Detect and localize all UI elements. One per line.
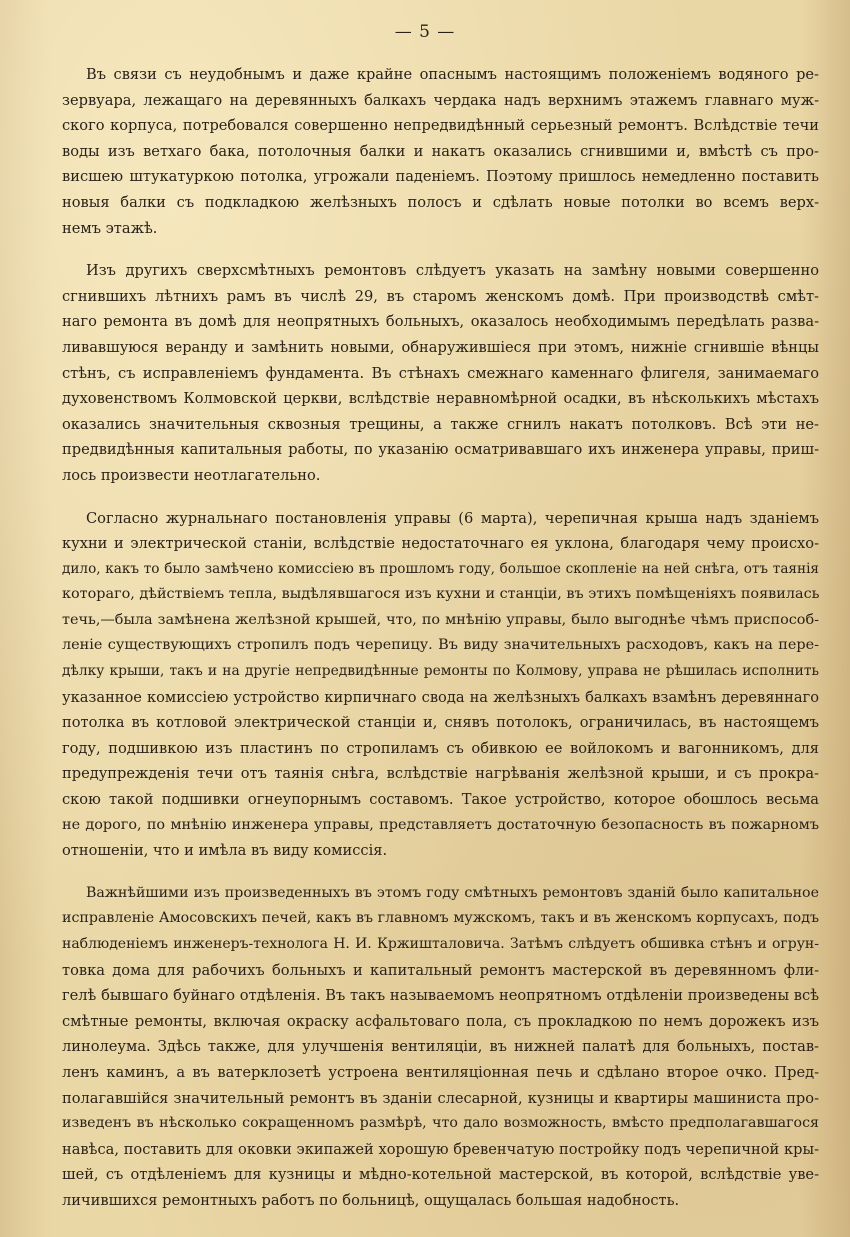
paragraph-3 — [62, 506, 819, 864]
text-line: ленъ каминъ, а въ ватерклозетѣ устроена вентиляцiонная печь и сдѣлано второе очко. Пред- — [62, 1063, 819, 1081]
text-line: потолка въ котловой электрической станцiи и, снявъ потолокъ, ограничилась, въ настоящемъ — [62, 714, 819, 732]
text-line: предупрежденiя течи отъ таянiя снѣга, вслѣдствiе нагрѣванiя желѣзной крыши, и съ прокра- — [62, 765, 819, 783]
text-line: смѣтные ремонты, включая окраску асфальтоваго пола, съ прокладкою по немъ дорожекъ изъ — [62, 1012, 819, 1030]
paragraph-2 — [62, 258, 819, 488]
text-line: оказались значительныя сквозныя трещины, а также сгнилъ накатъ потолковъ. Всѣ эти не- — [62, 415, 819, 433]
text-line: товка дома для рабочихъ больныхъ и капитальный ремонтъ мастерской въ деревянномъ фли- — [62, 961, 819, 979]
text-line: воды изъ ветхаго бака, потолочныя балки и накатъ оказались сгнившими и, вмѣстѣ съ про- — [62, 142, 819, 160]
text-line: предвидѣнныя капитальныя работы, по указанiю осматривавшаго ихъ инженера управы, приш- — [62, 441, 819, 459]
text-line: духовенствомъ Колмовской церкви, вслѣдствiе неравномѣрной осадки, въ нѣсколькихъ мѣстахъ — [62, 390, 819, 408]
text-line: дѣлку крыши, такъ и на другiе непредвидѣнные ремонты по Колмову, управа не рѣшилась исполнить — [62, 663, 819, 680]
text-line: стѣнъ, съ исправленiемъ фундамента. Въ стѣнахъ смежнаго каменнаго флигеля, занимаемаго — [62, 364, 819, 382]
text-line: лось произвести неотлагательно. — [62, 466, 321, 484]
text-line: котораго, дѣйствiемъ тепла, выдѣлявшагося изъ кухни и станцiи, въ этихъ помѣщенiяхъ появилась — [62, 586, 820, 603]
page-number: — 5 — — [394, 22, 456, 42]
text-line: Въ связи съ неудобнымъ и даже крайне опаснымъ настоящимъ положенiемъ водяного ре- — [86, 66, 819, 83]
text-line: наблюденiемъ инженеръ-технолога Н. И. Кржишталовича. Затѣмъ слѣдуетъ обшивка стѣнъ и огрун- — [62, 936, 819, 952]
text-line: дило, какъ то было замѣчено комиссiею въ прошломъ году, большое скопленiе на ней снѣга, отъ таянiя — [62, 560, 819, 577]
text-line: висшею штукатуркою потолка, угрожали паденiемъ. Поэтому пришлось немедленно поставить — [62, 168, 819, 186]
text-line: зервуара, лежащаго на деревянныхъ балкахъ чердака надъ верхнимъ этажемъ главнаго муж- — [62, 91, 819, 109]
text-line: Изъ другихъ сверхсмѣтныхъ ремонтовъ слѣдуетъ указать на замѣну новыми совершенно — [86, 262, 819, 280]
text-line: кухни и электрической станiи, вслѣдствiе недостаточнаго ея уклона, благодаря чему происхо- — [62, 535, 819, 553]
text-body — [62, 62, 819, 1231]
text-line: скою такой подшивки огнеупорнымъ составомъ. Такое устройство, которое обошлось весьма — [62, 791, 819, 809]
text-line: шей, съ отдѣленiемъ для кузницы и мѣдно-котельной мастерской, въ которой, вслѣдствiе уве- — [62, 1166, 819, 1184]
text-line: новыя балки съ подкладкою желѣзныхъ полосъ и сдѣлать новые потолки во всемъ верх- — [62, 193, 819, 211]
text-line: году, подшивкою изъ пластинъ по стропиламъ съ обивкою ее войлокомъ и вагонникомъ, для — [62, 739, 819, 757]
text-line: Важнѣйшими изъ произведенныхъ въ этомъ году смѣтныхъ ремонтовъ зданiй было капитальное — [86, 884, 819, 901]
paragraph-1 — [62, 62, 819, 241]
text-line: ливавшуюся веранду и замѣнить новыми, обнаружившiеся при этомъ, нижнiе сгнившiе вѣнцы — [62, 338, 819, 356]
text-line: наго ремонта въ домѣ для неопрятныхъ больныхъ, оказалось необходимымъ передѣлать разва- — [62, 313, 819, 331]
text-line: сгнившихъ лѣтнихъ рамъ въ числѣ 29, въ старомъ женскомъ домѣ. При производствѣ смѣт- — [62, 287, 819, 305]
text-line: Согласно журнальнаго постановленiя управы (6 марта), черепичная крыша надъ зданiемъ — [86, 509, 819, 527]
text-line: течь,—была замѣнена желѣзной крышей, что, по мнѣнiю управы, было выгоднѣе чѣмъ приспособ- — [62, 611, 819, 628]
text-line: изведенъ въ нѣсколько сокращенномъ размѣрѣ, что дало возможность, вмѣсто предполагавшагося — [62, 1115, 819, 1132]
text-line: линолеума. Здѣсь также, для улучшенiя вентиляцiи, въ нижней палатѣ для больныхъ, постав- — [62, 1038, 819, 1056]
text-line: ленiе существующихъ стропилъ подъ черепицу. Въ виду значительныхъ расходовъ, какъ на пере- — [62, 637, 819, 654]
text-line: личившихся ремонтныхъ работъ по больницѣ, ощущалась большая надобность. — [62, 1191, 680, 1209]
text-line: ского корпуса, потребовался совершенно непредвидѣнный серьезный ремонтъ. Вслѣдствiе течи — [62, 117, 819, 135]
text-line: исправленiе Амосовскихъ печей, какъ въ главномъ мужскомъ, такъ и въ женскомъ корпусахъ, подъ — [62, 910, 819, 927]
paragraph-4 — [62, 881, 819, 1214]
text-line: гелѣ бывшаго буйнаго отдѣленiя. Въ такъ называемомъ неопрятномъ отдѣленiи произведены всѣ — [62, 987, 819, 1005]
text-line: отношенiи, что и имѣла въ виду комиссiя. — [62, 842, 388, 860]
text-line: указанное комиссiею устройство кирпичнаго свода на желѣзныхъ балкахъ взамѣнъ деревяннаго — [62, 688, 819, 706]
text-line: полагавшiйся значительный ремонтъ въ зданiи слесарной, кузницы и квартиры машиниста про- — [62, 1089, 819, 1107]
text-line: навѣса, поставить для оковки экипажей хорошую бревенчатую постройку подъ черепичной кры- — [62, 1140, 819, 1158]
text-line: не дорого, по мнѣнiю инженера управы, представляетъ достаточную безопасность въ пожарномъ — [62, 816, 819, 833]
text-line: немъ этажѣ. — [62, 219, 158, 237]
